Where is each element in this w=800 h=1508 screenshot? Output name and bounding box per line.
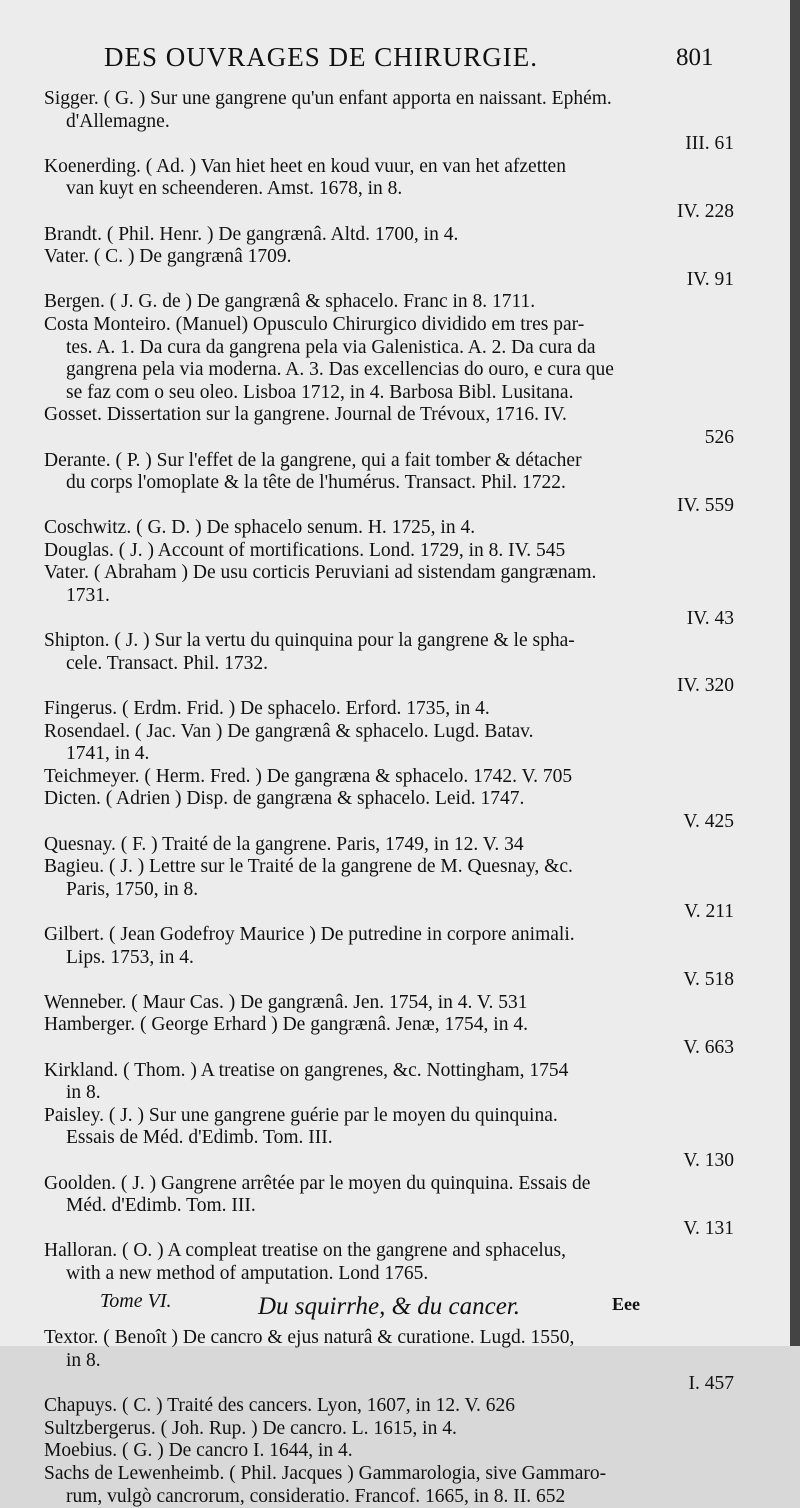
bibliography-entry	[44, 517, 734, 540]
entry-reference: V. 425	[683, 811, 734, 832]
entry-line: Hamberger. ( George Erhard ) De gangrænâ. Jenæ, 1754, in 4.	[44, 1014, 528, 1036]
entry-line: Dicten. ( Adrien ) Disp. de gangræna & sphacelo. Leid. 1747.	[44, 788, 525, 810]
entry-line: Essais de Méd. d'Edimb. Tom. III.	[66, 1127, 333, 1149]
entry-reference: V. 131	[683, 1217, 734, 1239]
entry-line: in 8.	[66, 1082, 101, 1104]
page-edge	[790, 0, 800, 1346]
entry-reference: V. 663	[683, 1036, 734, 1058]
entry-line: 1731.	[66, 585, 110, 607]
bibliography-entry	[44, 1327, 734, 1395]
entry-line: Gosset. Dissertation sur la gangrene. Journal de Trévoux, 1716. IV.	[44, 404, 567, 426]
entry-line: Teichmeyer. ( Herm. Fred. ) De gangræna & sphacelo. 1742. V. 705	[44, 765, 573, 787]
entry-line: Sultzbergerus. ( Joh. Rup. ) De cancro. L. 1615, in 4.	[44, 1417, 457, 1439]
signature-mark: Eee	[612, 1294, 640, 1314]
entry-line: Vater. ( C. ) De gangrænâ 1709.	[44, 246, 292, 268]
entry-line: Goolden. ( J. ) Gangrene arrêtée par le moyen du quinquina. Essais de	[44, 1172, 591, 1194]
bibliography-entry	[44, 1173, 734, 1241]
entry-line: Gilbert. ( Jean Godefroy Maurice ) De putredine in corpore animali.	[44, 923, 575, 945]
entry-line: Douglas. ( J. ) Account of mortifications. Lond. 1729, in 8. IV. 545	[44, 539, 566, 561]
bibliography-entry	[44, 1395, 734, 1418]
entry-line: rum, vulgò cancrorum, consideratio. Francof. 1665, in 8. II. 652	[66, 1485, 566, 1507]
bibliography-entry	[44, 1418, 734, 1441]
entry-reference: IV. 43	[686, 607, 734, 629]
entry-line: Rosendael. ( Jac. Van ) De gangrænâ & sphacelo. Lugd. Batav.	[44, 720, 534, 742]
bibliography-entry	[44, 450, 734, 518]
bibliography-entry	[44, 224, 734, 247]
bibliography-entry	[44, 1463, 734, 1508]
bibliography-entry	[44, 788, 734, 833]
entry-line: gangrena pela via moderna. A. 3. Das excellencias do ouro, e cura que	[66, 359, 614, 381]
entry-line: tes. A. 1. Da cura da gangrena pela via Galenistica. A. 2. Da cura da	[66, 336, 596, 358]
page-number: 801	[676, 44, 714, 71]
entry-line: Quesnay. ( F. ) Traité de la gangrene. Paris, 1749, in 12. V. 34	[44, 833, 524, 855]
entry-line: 1741, in 4.	[66, 743, 150, 765]
bibliography-entry	[44, 404, 734, 449]
entry-line: Lips. 1753, in 4.	[66, 946, 194, 968]
entry-reference: V. 211	[684, 901, 734, 923]
entry-line: Costa Monteiro. (Manuel) Opusculo Chirurgico dividido em tres par-	[44, 313, 585, 335]
entry-reference: V. 518	[683, 969, 734, 991]
bibliography-entry	[44, 698, 734, 721]
entry-line: Wenneber. ( Maur Cas. ) De gangrænâ. Jen. 1754, in 4. V. 531	[44, 991, 528, 1013]
bibliography-entry	[44, 540, 734, 563]
entry-line: Chapuys. ( C. ) Traité des cancers. Lyon, 1607, in 12. V. 626	[44, 1395, 516, 1417]
entry-line: cele. Transact. Phil. 1732.	[66, 652, 269, 674]
entry-line: with a new method of amputation. Lond 1765.	[66, 1262, 429, 1284]
running-title: DES OUVRAGES DE CHIRURGIE.	[104, 42, 539, 72]
entry-line: Bagieu. ( J. ) Lettre sur le Traité de la gangrene de M. Quesnay, &c.	[44, 856, 573, 878]
bibliography-entry	[44, 856, 734, 924]
entry-line: van kuyt en scheenderen. Amst. 1678, in 8.	[66, 178, 403, 200]
bibliography-entry	[44, 562, 734, 630]
entry-line: Vater. ( Abraham ) De usu corticis Peruviani ad sistendam gangrænam.	[44, 562, 597, 584]
bibliography-entry	[44, 1440, 734, 1463]
entry-reference: IV. 228	[676, 200, 734, 222]
entry-line: Coschwitz. ( G. D. ) De sphacelo senum. H. 1725, in 4.	[44, 517, 476, 539]
section-title: Du squirrhe, & du cancer.	[257, 1293, 521, 1321]
bibliography-entry	[44, 156, 734, 224]
entry-line: se faz com o seu oleo. Lisboa 1712, in 4. Barbosa Bibl. Lusitana.	[66, 381, 574, 403]
bibliography-entry	[44, 246, 734, 291]
bibliography-entry	[44, 314, 734, 404]
entry-line: Derante. ( P. ) Sur l'effet de la gangrene, qui a fait tomber & détacher	[44, 449, 582, 471]
entry-reference: IV. 320	[676, 675, 734, 697]
entry-line: d'Allemagne.	[66, 110, 170, 132]
bibliography-entry	[44, 924, 734, 992]
bibliography-entry	[44, 291, 734, 314]
entry-line: du corps l'omoplate & la tête de l'humérus. Transact. Phil. 1722.	[66, 472, 566, 494]
entry-line: Kirkland. ( Thom. ) A treatise on gangrenes, &c. Nottingham, 1754	[44, 1059, 569, 1081]
bibliography-entry	[44, 992, 734, 1015]
entry-line: Koenerding. ( Ad. ) Van hiet heet en koud vuur, en van het afzetten	[44, 155, 566, 177]
entry-line: Méd. d'Edimb. Tom. III.	[66, 1195, 256, 1217]
entry-line: Textor. ( Benoît ) De cancro & ejus naturâ & curatione. Lugd. 1550,	[44, 1327, 575, 1349]
entry-reference: IV. 559	[676, 494, 734, 516]
entry-line: Moebius. ( G. ) De cancro I. 1644, in 4.	[44, 1440, 353, 1462]
entry-reference: III. 61	[685, 133, 734, 155]
bibliography-entry	[44, 1105, 734, 1173]
entry-line: Bergen. ( J. G. de ) De gangrænâ & sphacelo. Franc in 8. 1711.	[44, 291, 536, 313]
bibliography-entry	[44, 1014, 734, 1059]
entry-line: Sachs de Lewenheimb. ( Phil. Jacques ) Gammarologia, sive Gammaro-	[44, 1463, 607, 1485]
entry-line: Shipton. ( J. ) Sur la vertu du quinquina pour la gangrene & le spha-	[44, 630, 575, 652]
entry-line: Sigger. ( G. ) Sur une gangrene qu'un enfant apporta en naissant. Ephém.	[44, 88, 612, 109]
bibliography-entry	[44, 1060, 734, 1105]
entry-line: Paisley. ( J. ) Sur une gangrene guérie par le moyen du quinquina.	[44, 1104, 558, 1126]
entry-line: Brandt. ( Phil. Henr. ) De gangrænâ. Altd. 1700, in 4.	[44, 223, 459, 245]
entry-line: Halloran. ( O. ) A compleat treatise on the gangrene and sphacelus,	[44, 1240, 566, 1262]
bibliography-entry	[44, 721, 734, 766]
entry-reference: I. 457	[688, 1372, 734, 1394]
bibliography-entry	[44, 766, 734, 789]
entry-reference: IV. 91	[686, 268, 734, 290]
entry-line: in 8.	[66, 1350, 101, 1372]
page-footer	[100, 1290, 660, 1320]
tome-label: Tome VI.	[100, 1290, 172, 1312]
bibliography-entry	[44, 88, 734, 156]
entry-reference: V. 130	[683, 1149, 734, 1171]
entry-reference: 526	[704, 426, 734, 448]
page-header	[0, 42, 800, 78]
bibliography-entry	[44, 834, 734, 857]
entry-line: Fingerus. ( Erdm. Frid. ) De sphacelo. Erford. 1735, in 4.	[44, 698, 490, 720]
entry-line: Paris, 1750, in 8.	[66, 878, 199, 900]
bibliography-entry	[44, 1240, 734, 1285]
bibliography-entry	[44, 630, 734, 698]
